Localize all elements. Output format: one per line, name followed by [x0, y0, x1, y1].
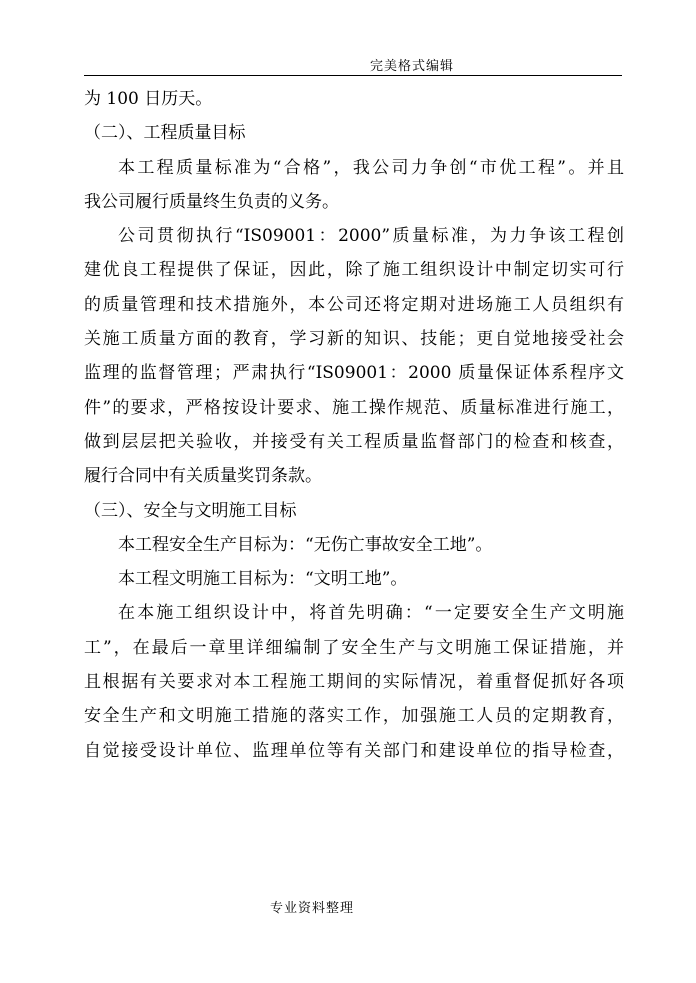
- text-line: 履行合同中有关质量奖罚条款。: [84, 466, 322, 487]
- section-heading-safety: （三）、安全与文明施工目标: [84, 500, 297, 521]
- document-body: [84, 82, 624, 768]
- text-line: 建优良工程提供了保证，因此，除了施工组织设计中制定切实可行: [84, 260, 624, 281]
- page-header: 完美格式编辑: [370, 59, 455, 74]
- text-line: 自觉接受设计单位、监理单位等有关部门和建设单位的指导检查，: [84, 740, 624, 761]
- text-line: 为 100 日历天。: [84, 89, 213, 109]
- text-line: 安全生产和文明施工措施的落实工作，加强施工人员的定期教育，: [84, 706, 624, 727]
- section-heading-quality: （二）、工程质量目标: [84, 123, 246, 144]
- text-line: 做到层层把关验收，并接受有关工程质量监督部门的检查和核查，: [84, 431, 624, 452]
- text-line: 本工程安全生产目标为：“无伤亡事故安全工地”。: [118, 534, 493, 555]
- text-line: 我公司履行质量终生负责的义务。: [84, 191, 339, 212]
- page-footer: 专业资料整理: [270, 901, 355, 916]
- text-line: 关施工质量方面的教育，学习新的知识、技能；更自觉地接受社会: [84, 329, 624, 350]
- text-line: 且根据有关要求对本工程施工期间的实际情况，着重督促抓好各项: [84, 672, 624, 693]
- text-line: 本工程质量标准为“合格”，我公司力争创“市优工程”。并且: [118, 157, 624, 178]
- text-line: 工”，在最后一章里详细编制了安全生产与文明施工保证措施，并: [84, 637, 624, 658]
- text-line: 公司贯彻执行“IS09001：2000”质量标准，为力争该工程创: [118, 226, 624, 247]
- text-line: 在本施工组织设计中，将首先明确：“一定要安全生产文明施: [118, 603, 624, 624]
- header-rule: [84, 75, 622, 76]
- text-line: 件”的要求，严格按设计要求、施工操作规范、质量标准进行施工，: [84, 397, 624, 418]
- text-line: 监理的监督管理；严肃执行“IS09001：2000 质量保证体系程序文: [84, 363, 624, 384]
- text-line: 的质量管理和技术措施外，本公司还将定期对进场施工人员组织有: [84, 294, 624, 315]
- text-line: 本工程文明施工目标为：“文明工地”。: [118, 569, 408, 590]
